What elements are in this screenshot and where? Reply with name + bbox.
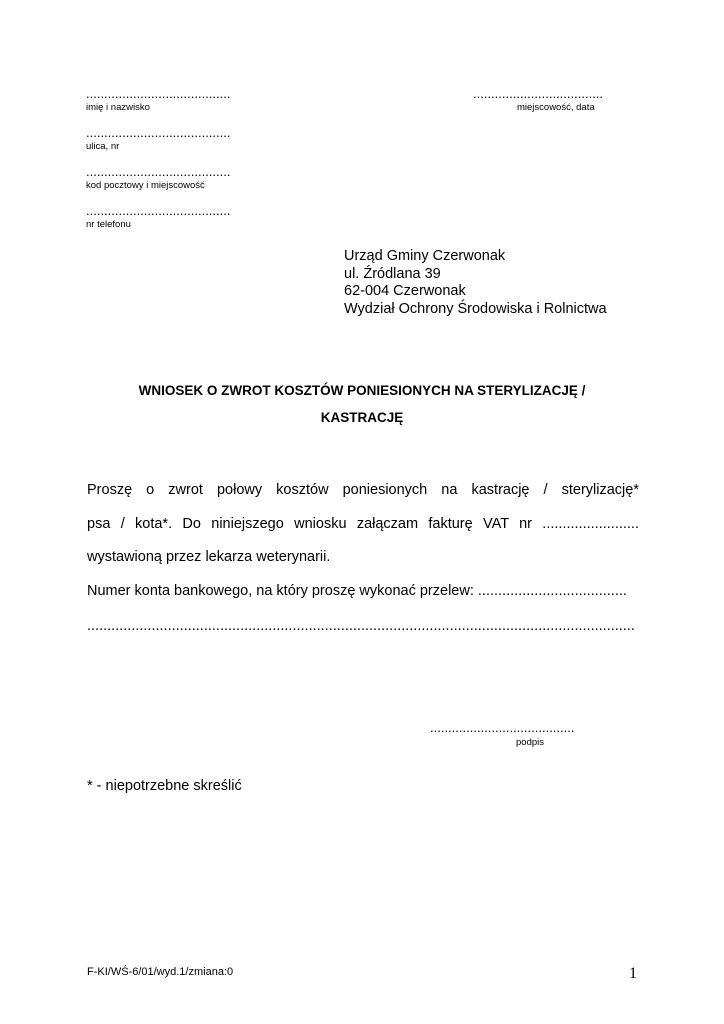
postal-dots: ........................................ [86, 164, 231, 179]
body-line-4: Numer konta bankowego, na który proszę wykonać przelew: ..................................... [87, 583, 627, 599]
place-date-label: miejscowość, data [517, 102, 595, 113]
signature-dots: ........................................ [430, 720, 575, 735]
place-date-dots: .................................... [473, 86, 604, 101]
recipient-line-2: ul. Źródlana 39 [344, 265, 441, 282]
phone-label: nr telefonu [86, 219, 131, 230]
recipient-address [344, 248, 607, 318]
name-dots: ........................................ [86, 86, 231, 101]
signature-label: podpis [516, 737, 544, 748]
bank-account-dots: ........................................................................................................................................ [87, 618, 635, 634]
name-label: imię i nazwisko [86, 102, 150, 113]
recipient-line-4: Wydział Ochrony Środowiska i Rolnictwa [344, 300, 607, 317]
body-line-3: wystawioną przez lekarza weterynarii. [87, 549, 331, 565]
body-line-1: Proszę o zwrot połowy kosztów poniesionych na kastrację / sterylizację* [87, 482, 639, 498]
postal-label: kod pocztowy i miejscowość [86, 180, 205, 191]
footnote: * - niepotrzebne skreślić [87, 778, 242, 794]
street-label: ulica, nr [86, 141, 120, 152]
body-line-2: psa / kota*. Do niniejszego wniosku załączam fakturę VAT nr ........................ [87, 516, 639, 532]
document-title-line-2: KASTRACJĘ [320, 410, 404, 425]
recipient-line-1: Urząd Gminy Czerwonak [344, 248, 506, 264]
form-code: F-KI/WŚ-6/01/wyd.1/zmiana:0 [87, 966, 234, 978]
page-number: 1 [629, 965, 637, 982]
phone-dots: ........................................ [86, 203, 231, 218]
recipient-line-3: 62-004 Czerwonak [344, 283, 466, 299]
document-title-line-1: WNIOSEK O ZWROT KOSZTÓW PONIESIONYCH NA STERYLIZACJĘ / [138, 383, 586, 398]
street-dots: ........................................ [86, 125, 231, 140]
